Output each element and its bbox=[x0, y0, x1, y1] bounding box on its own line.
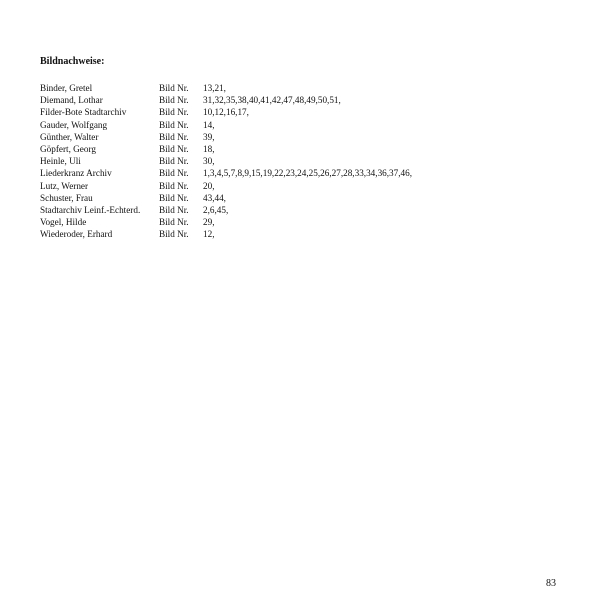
credit-row bbox=[40, 192, 412, 204]
credit-image-numbers: 39, bbox=[203, 131, 215, 142]
credit-source: Diemand, Lothar bbox=[40, 95, 103, 106]
credit-row bbox=[40, 106, 412, 118]
credit-image-numbers: 1,3,4,5,7,8,9,15,19,22,23,24,25,26,27,28,33,34,36,37,46, bbox=[203, 168, 413, 179]
credit-source: Liederkranz Archiv bbox=[40, 168, 112, 179]
credit-image-numbers: 18, bbox=[203, 143, 215, 154]
credit-source: Göpfert, Georg bbox=[40, 143, 96, 154]
credit-row bbox=[40, 143, 412, 155]
credit-label: Bild Nr. bbox=[159, 192, 189, 203]
credit-image-numbers: 2,6,45, bbox=[203, 204, 229, 215]
credit-image-numbers: 10,12,16,17, bbox=[203, 107, 249, 118]
credit-label: Bild Nr. bbox=[159, 143, 189, 154]
credit-source: Schuster, Frau bbox=[40, 192, 93, 203]
credit-source: Filder-Bote Stadtarchiv bbox=[40, 107, 127, 118]
credit-row bbox=[40, 228, 412, 240]
credit-label: Bild Nr. bbox=[159, 217, 189, 228]
credit-image-numbers: 43,44, bbox=[203, 192, 226, 203]
credit-label: Bild Nr. bbox=[159, 156, 189, 167]
credit-row bbox=[40, 155, 412, 167]
page-number: 83 bbox=[546, 578, 556, 589]
credit-source: Heinle, Uli bbox=[40, 156, 81, 167]
section-heading: Bildnachweise: bbox=[40, 56, 105, 67]
credit-source: Vogel, Hilde bbox=[40, 217, 87, 228]
credit-row bbox=[40, 180, 412, 192]
credit-label: Bild Nr. bbox=[159, 95, 189, 106]
credit-image-numbers: 31,32,35,38,40,41,42,47,48,49,50,51, bbox=[203, 95, 341, 106]
credit-source: Binder, Gretel bbox=[40, 83, 93, 93]
credit-row bbox=[40, 94, 412, 106]
credit-source: Gauder, Wolfgang bbox=[40, 119, 108, 130]
credit-row bbox=[40, 167, 412, 179]
credit-label: Bild Nr. bbox=[159, 131, 189, 142]
credit-image-numbers: 20, bbox=[203, 180, 215, 191]
credit-row bbox=[40, 119, 412, 131]
credit-source: Stadtarchiv Leinf.-Echterd. bbox=[40, 204, 141, 215]
credit-source: Lutz, Werner bbox=[40, 180, 89, 191]
credit-source: Günther, Walter bbox=[40, 131, 99, 142]
credit-label: Bild Nr. bbox=[159, 180, 189, 191]
credit-image-numbers: 13,21, bbox=[203, 83, 226, 93]
credit-image-numbers: 30, bbox=[203, 156, 215, 167]
credit-row bbox=[40, 216, 412, 228]
credit-image-numbers: 29, bbox=[203, 217, 215, 228]
credit-row bbox=[40, 131, 412, 143]
credit-source: Wiederoder, Erhard bbox=[40, 229, 113, 240]
credit-label: Bild Nr. bbox=[159, 229, 189, 240]
credit-row bbox=[40, 204, 412, 216]
credit-image-numbers: 12, bbox=[203, 229, 215, 240]
credit-image-numbers: 14, bbox=[203, 119, 215, 130]
credit-label: Bild Nr. bbox=[159, 107, 189, 118]
credit-label: Bild Nr. bbox=[159, 83, 189, 93]
credits-list bbox=[40, 82, 412, 240]
credit-label: Bild Nr. bbox=[159, 119, 189, 130]
credit-label: Bild Nr. bbox=[159, 204, 189, 215]
credit-row bbox=[40, 82, 412, 94]
credit-label: Bild Nr. bbox=[159, 168, 189, 179]
